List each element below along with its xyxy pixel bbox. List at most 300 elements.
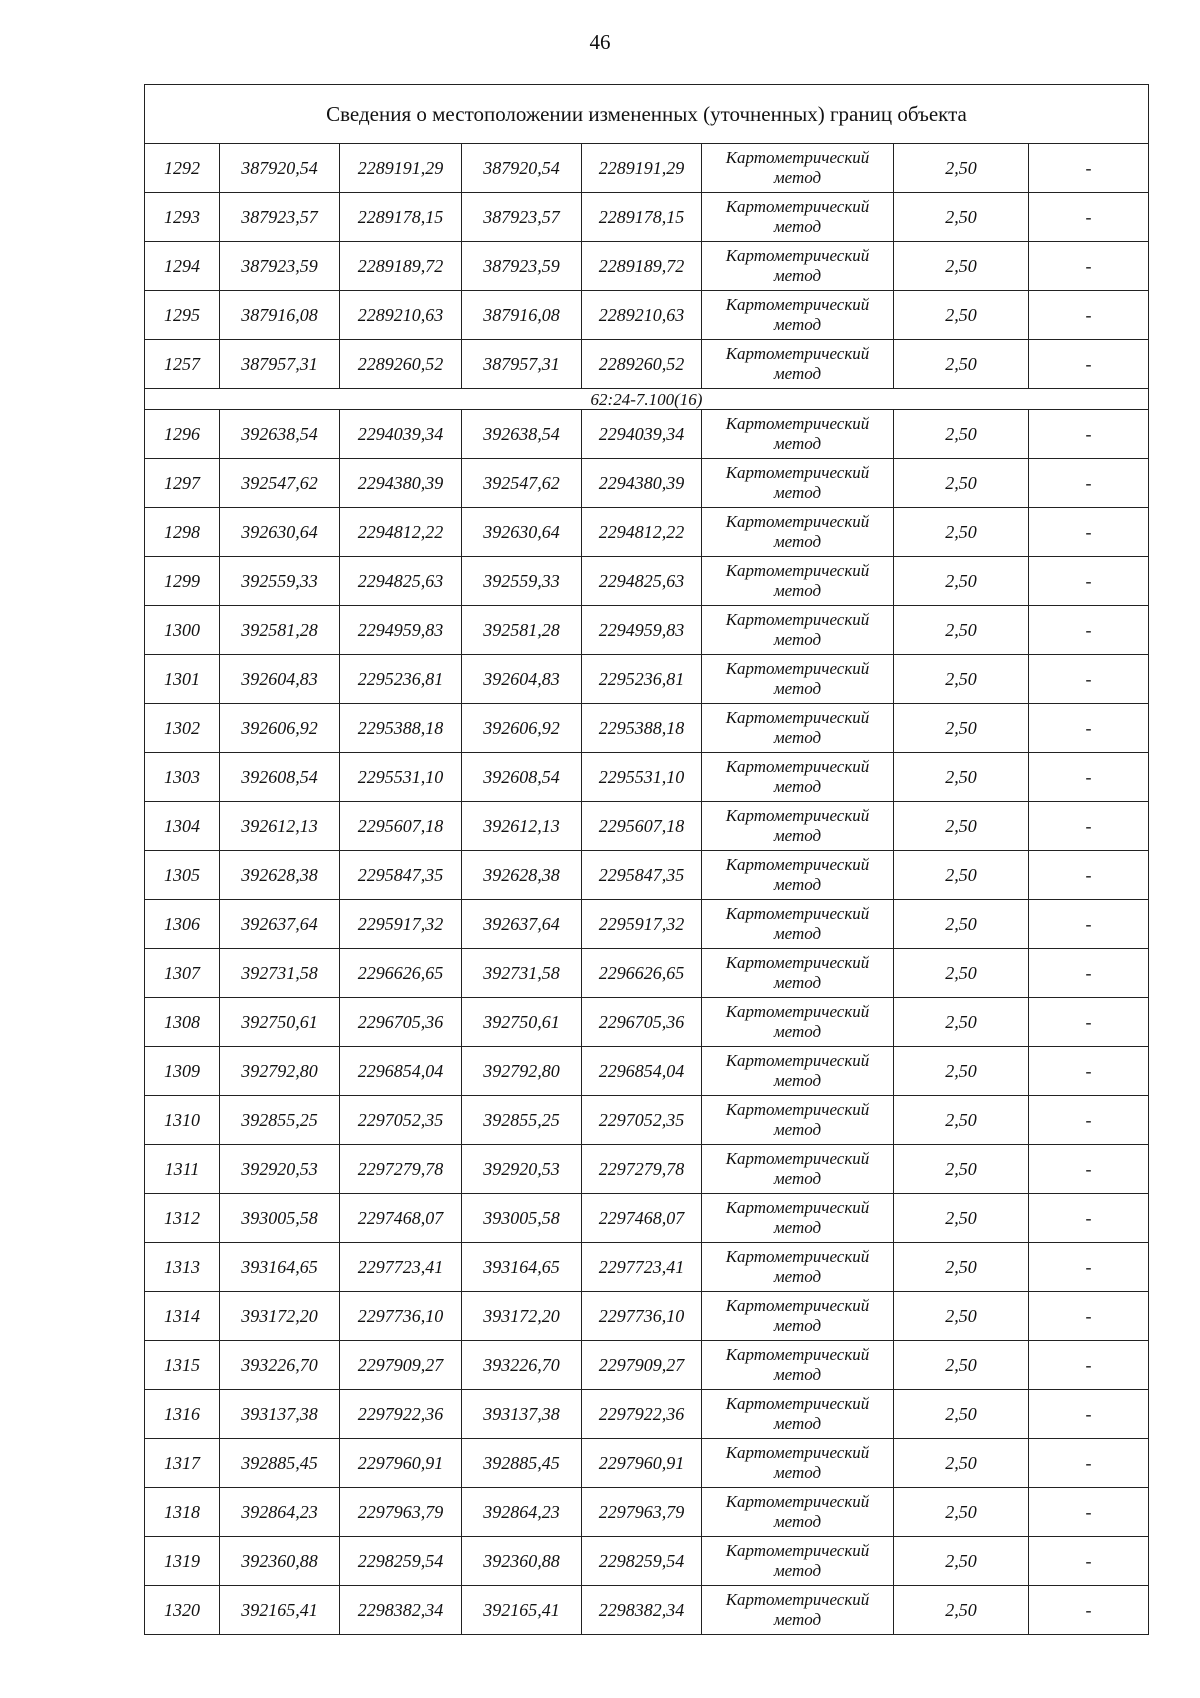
note-cell: -	[1029, 459, 1149, 508]
refined-x-cell: 387916,08	[462, 291, 582, 340]
table-row	[145, 949, 1149, 998]
point-number-cell: 1308	[145, 998, 220, 1047]
method-line-1: Картометрический	[725, 1443, 870, 1462]
refined-y-cell: 2294380,39	[582, 459, 702, 508]
point-number-cell: 1314	[145, 1292, 220, 1341]
method-cell	[702, 1341, 894, 1390]
page-number: 46	[589, 30, 611, 54]
existing-y-cell: 2294959,83	[340, 606, 462, 655]
note-cell: -	[1029, 655, 1149, 704]
note-cell: -	[1029, 1047, 1149, 1096]
method-line-2: метод	[773, 483, 822, 502]
existing-y-cell: 2295388,18	[340, 704, 462, 753]
refined-y-cell: 2289191,29	[582, 144, 702, 193]
refined-x-cell: 387920,54	[462, 144, 582, 193]
method-line-2: метод	[773, 1120, 822, 1139]
existing-x-cell: 392885,45	[220, 1439, 340, 1488]
method-line-1: Картометрический	[725, 757, 870, 776]
method-cell	[702, 557, 894, 606]
method-cell	[702, 242, 894, 291]
method-line-1: Картометрический	[725, 1198, 870, 1217]
table-row	[145, 606, 1149, 655]
refined-y-cell: 2289189,72	[582, 242, 702, 291]
existing-y-cell: 2297468,07	[340, 1194, 462, 1243]
accuracy-cell: 2,50	[894, 242, 1029, 291]
existing-y-cell: 2297922,36	[340, 1390, 462, 1439]
method-line-2: метод	[773, 826, 822, 845]
refined-x-cell: 392920,53	[462, 1145, 582, 1194]
existing-y-cell: 2296626,65	[340, 949, 462, 998]
point-number-cell: 1298	[145, 508, 220, 557]
refined-x-cell: 387923,59	[462, 242, 582, 291]
refined-x-cell: 387957,31	[462, 340, 582, 389]
accuracy-cell: 2,50	[894, 1047, 1029, 1096]
accuracy-cell: 2,50	[894, 410, 1029, 459]
table-row	[145, 557, 1149, 606]
method-line-1: Картометрический	[725, 1247, 870, 1266]
existing-y-cell: 2296705,36	[340, 998, 462, 1047]
refined-y-cell: 2296854,04	[582, 1047, 702, 1096]
existing-x-cell: 387916,08	[220, 291, 340, 340]
method-line-2: метод	[773, 1512, 822, 1531]
existing-y-cell: 2294825,63	[340, 557, 462, 606]
method-cell	[702, 1390, 894, 1439]
point-number-cell: 1304	[145, 802, 220, 851]
method-line-1: Картометрический	[725, 1394, 870, 1413]
accuracy-cell: 2,50	[894, 1537, 1029, 1586]
existing-x-cell: 392920,53	[220, 1145, 340, 1194]
existing-y-cell: 2297736,10	[340, 1292, 462, 1341]
refined-y-cell: 2295607,18	[582, 802, 702, 851]
refined-x-cell: 392604,83	[462, 655, 582, 704]
refined-x-cell: 392360,88	[462, 1537, 582, 1586]
existing-x-cell: 392608,54	[220, 753, 340, 802]
method-line-1: Картометрический	[725, 1100, 870, 1119]
method-line-1: Картометрический	[725, 708, 870, 727]
method-cell	[702, 1488, 894, 1537]
method-cell	[702, 459, 894, 508]
refined-x-cell: 392637,64	[462, 900, 582, 949]
method-line-1: Картометрический	[725, 953, 870, 972]
existing-y-cell: 2289178,15	[340, 193, 462, 242]
point-number-cell: 1317	[145, 1439, 220, 1488]
existing-x-cell: 392864,23	[220, 1488, 340, 1537]
refined-x-cell: 392628,38	[462, 851, 582, 900]
existing-x-cell: 392612,13	[220, 802, 340, 851]
method-line-2: метод	[773, 875, 822, 894]
table-row	[145, 998, 1149, 1047]
point-number-cell: 1292	[145, 144, 220, 193]
note-cell: -	[1029, 900, 1149, 949]
method-cell	[702, 998, 894, 1047]
refined-y-cell: 2295917,32	[582, 900, 702, 949]
cadastral-section-label: 62:24-7.100(16)	[145, 389, 1149, 410]
method-line-2: метод	[773, 532, 822, 551]
refined-x-cell: 392855,25	[462, 1096, 582, 1145]
refined-y-cell: 2295531,10	[582, 753, 702, 802]
note-cell: -	[1029, 606, 1149, 655]
note-cell: -	[1029, 1243, 1149, 1292]
existing-y-cell: 2295847,35	[340, 851, 462, 900]
method-line-2: метод	[773, 777, 822, 796]
table-row	[145, 1488, 1149, 1537]
method-line-2: метод	[773, 217, 822, 236]
table-title-row	[145, 85, 1149, 144]
accuracy-cell: 2,50	[894, 851, 1029, 900]
method-line-2: метод	[773, 728, 822, 747]
accuracy-cell: 2,50	[894, 459, 1029, 508]
note-cell: -	[1029, 949, 1149, 998]
method-cell	[702, 655, 894, 704]
refined-y-cell: 2298382,34	[582, 1586, 702, 1635]
refined-y-cell: 2294825,63	[582, 557, 702, 606]
refined-y-cell: 2297736,10	[582, 1292, 702, 1341]
existing-y-cell: 2289189,72	[340, 242, 462, 291]
refined-x-cell: 392885,45	[462, 1439, 582, 1488]
existing-x-cell: 392630,64	[220, 508, 340, 557]
existing-y-cell: 2289191,29	[340, 144, 462, 193]
existing-y-cell: 2297963,79	[340, 1488, 462, 1537]
existing-x-cell: 392637,64	[220, 900, 340, 949]
refined-y-cell: 2294959,83	[582, 606, 702, 655]
method-line-2: метод	[773, 973, 822, 992]
method-line-1: Картометрический	[725, 1051, 870, 1070]
method-cell	[702, 1537, 894, 1586]
accuracy-cell: 2,50	[894, 606, 1029, 655]
method-cell	[702, 949, 894, 998]
method-line-2: метод	[773, 1169, 822, 1188]
refined-x-cell: 392864,23	[462, 1488, 582, 1537]
table-row	[145, 1096, 1149, 1145]
method-line-2: метод	[773, 1463, 822, 1482]
method-line-1: Картометрический	[725, 1541, 870, 1560]
table-row	[145, 508, 1149, 557]
existing-x-cell: 393164,65	[220, 1243, 340, 1292]
point-number-cell: 1295	[145, 291, 220, 340]
existing-y-cell: 2298382,34	[340, 1586, 462, 1635]
refined-y-cell: 2295236,81	[582, 655, 702, 704]
table-row	[145, 1341, 1149, 1390]
section-header-row	[145, 389, 1149, 410]
table-row	[145, 193, 1149, 242]
note-cell: -	[1029, 1194, 1149, 1243]
accuracy-cell: 2,50	[894, 1145, 1029, 1194]
accuracy-cell: 2,50	[894, 753, 1029, 802]
existing-x-cell: 392360,88	[220, 1537, 340, 1586]
method-line-1: Картометрический	[725, 1492, 870, 1511]
existing-y-cell: 2295917,32	[340, 900, 462, 949]
method-line-2: метод	[773, 1267, 822, 1286]
existing-y-cell: 2297279,78	[340, 1145, 462, 1194]
existing-y-cell: 2297909,27	[340, 1341, 462, 1390]
method-line-1: Картометрический	[725, 806, 870, 825]
point-number-cell: 1299	[145, 557, 220, 606]
existing-x-cell: 393137,38	[220, 1390, 340, 1439]
method-line-1: Картометрический	[725, 246, 870, 265]
accuracy-cell: 2,50	[894, 1586, 1029, 1635]
method-line-2: метод	[773, 679, 822, 698]
note-cell: -	[1029, 557, 1149, 606]
method-cell	[702, 802, 894, 851]
refined-x-cell: 392612,13	[462, 802, 582, 851]
point-number-cell: 1312	[145, 1194, 220, 1243]
accuracy-cell: 2,50	[894, 998, 1029, 1047]
method-line-1: Картометрический	[725, 1149, 870, 1168]
note-cell: -	[1029, 1145, 1149, 1194]
point-number-cell: 1311	[145, 1145, 220, 1194]
existing-x-cell: 392731,58	[220, 949, 340, 998]
point-number-cell: 1315	[145, 1341, 220, 1390]
note-cell: -	[1029, 1341, 1149, 1390]
method-cell	[702, 1586, 894, 1635]
table-title: Сведения о местоположении измененных (уточненных) границ объекта	[145, 85, 1149, 144]
table-row	[145, 1390, 1149, 1439]
point-number-cell: 1257	[145, 340, 220, 389]
method-cell	[702, 340, 894, 389]
existing-x-cell: 392855,25	[220, 1096, 340, 1145]
note-cell: -	[1029, 1096, 1149, 1145]
boundary-coordinates-table	[144, 84, 1149, 1635]
point-number-cell: 1297	[145, 459, 220, 508]
existing-x-cell: 393005,58	[220, 1194, 340, 1243]
existing-y-cell: 2289210,63	[340, 291, 462, 340]
note-cell: -	[1029, 851, 1149, 900]
table-row	[145, 410, 1149, 459]
refined-y-cell: 2289260,52	[582, 340, 702, 389]
method-line-2: метод	[773, 364, 822, 383]
method-line-2: метод	[773, 1022, 822, 1041]
point-number-cell: 1319	[145, 1537, 220, 1586]
method-cell	[702, 900, 894, 949]
refined-y-cell: 2296705,36	[582, 998, 702, 1047]
refined-y-cell: 2294039,34	[582, 410, 702, 459]
refined-y-cell: 2297052,35	[582, 1096, 702, 1145]
table-row	[145, 655, 1149, 704]
refined-x-cell: 392638,54	[462, 410, 582, 459]
refined-y-cell: 2297723,41	[582, 1243, 702, 1292]
method-line-2: метод	[773, 581, 822, 600]
table-row	[145, 340, 1149, 389]
table-row	[145, 1586, 1149, 1635]
method-line-1: Картометрический	[725, 1590, 870, 1609]
method-line-1: Картометрический	[725, 561, 870, 580]
method-cell	[702, 1439, 894, 1488]
point-number-cell: 1305	[145, 851, 220, 900]
refined-y-cell: 2289210,63	[582, 291, 702, 340]
note-cell: -	[1029, 340, 1149, 389]
point-number-cell: 1303	[145, 753, 220, 802]
existing-x-cell: 387957,31	[220, 340, 340, 389]
table-row	[145, 900, 1149, 949]
method-cell	[702, 1047, 894, 1096]
accuracy-cell: 2,50	[894, 1439, 1029, 1488]
method-line-1: Картометрический	[725, 1296, 870, 1315]
existing-y-cell: 2289260,52	[340, 340, 462, 389]
table-row	[145, 144, 1149, 193]
method-line-1: Картометрический	[725, 855, 870, 874]
existing-y-cell: 2294039,34	[340, 410, 462, 459]
table-row	[145, 1243, 1149, 1292]
existing-y-cell: 2295607,18	[340, 802, 462, 851]
method-cell	[702, 291, 894, 340]
note-cell: -	[1029, 1292, 1149, 1341]
table-row	[145, 1194, 1149, 1243]
table-row	[145, 242, 1149, 291]
method-line-2: метод	[773, 1414, 822, 1433]
method-line-2: метод	[773, 168, 822, 187]
table-row	[145, 1537, 1149, 1586]
refined-y-cell: 2297279,78	[582, 1145, 702, 1194]
point-number-cell: 1313	[145, 1243, 220, 1292]
refined-x-cell: 393164,65	[462, 1243, 582, 1292]
refined-x-cell: 392792,80	[462, 1047, 582, 1096]
method-cell	[702, 704, 894, 753]
method-cell	[702, 1194, 894, 1243]
method-line-2: метод	[773, 1365, 822, 1384]
note-cell: -	[1029, 242, 1149, 291]
method-line-2: метод	[773, 1316, 822, 1335]
existing-x-cell: 392792,80	[220, 1047, 340, 1096]
refined-x-cell: 393137,38	[462, 1390, 582, 1439]
method-cell	[702, 1145, 894, 1194]
accuracy-cell: 2,50	[894, 340, 1029, 389]
note-cell: -	[1029, 704, 1149, 753]
method-line-1: Картометрический	[725, 1002, 870, 1021]
refined-x-cell: 392581,28	[462, 606, 582, 655]
point-number-cell: 1294	[145, 242, 220, 291]
existing-y-cell: 2298259,54	[340, 1537, 462, 1586]
refined-x-cell: 393226,70	[462, 1341, 582, 1390]
refined-y-cell: 2297922,36	[582, 1390, 702, 1439]
method-cell	[702, 851, 894, 900]
accuracy-cell: 2,50	[894, 802, 1029, 851]
accuracy-cell: 2,50	[894, 1341, 1029, 1390]
method-line-1: Картометрический	[725, 197, 870, 216]
existing-x-cell: 392628,38	[220, 851, 340, 900]
note-cell: -	[1029, 1439, 1149, 1488]
accuracy-cell: 2,50	[894, 1096, 1029, 1145]
accuracy-cell: 2,50	[894, 1292, 1029, 1341]
refined-x-cell: 392606,92	[462, 704, 582, 753]
method-line-1: Картометрический	[725, 512, 870, 531]
note-cell: -	[1029, 802, 1149, 851]
refined-x-cell: 392608,54	[462, 753, 582, 802]
accuracy-cell: 2,50	[894, 557, 1029, 606]
method-line-2: метод	[773, 1218, 822, 1237]
note-cell: -	[1029, 1586, 1149, 1635]
existing-y-cell: 2296854,04	[340, 1047, 462, 1096]
accuracy-cell: 2,50	[894, 1243, 1029, 1292]
accuracy-cell: 2,50	[894, 291, 1029, 340]
refined-x-cell: 393005,58	[462, 1194, 582, 1243]
existing-y-cell: 2297723,41	[340, 1243, 462, 1292]
refined-y-cell: 2296626,65	[582, 949, 702, 998]
note-cell: -	[1029, 144, 1149, 193]
method-line-1: Картометрический	[725, 295, 870, 314]
method-line-2: метод	[773, 630, 822, 649]
existing-x-cell: 392581,28	[220, 606, 340, 655]
method-cell	[702, 606, 894, 655]
note-cell: -	[1029, 291, 1149, 340]
refined-y-cell: 2289178,15	[582, 193, 702, 242]
existing-x-cell: 392750,61	[220, 998, 340, 1047]
refined-x-cell: 392750,61	[462, 998, 582, 1047]
table-row	[145, 704, 1149, 753]
method-cell	[702, 410, 894, 459]
refined-y-cell: 2298259,54	[582, 1537, 702, 1586]
accuracy-cell: 2,50	[894, 704, 1029, 753]
point-number-cell: 1316	[145, 1390, 220, 1439]
refined-x-cell: 392630,64	[462, 508, 582, 557]
existing-y-cell: 2294812,22	[340, 508, 462, 557]
existing-x-cell: 392638,54	[220, 410, 340, 459]
method-line-1: Картометрический	[725, 659, 870, 678]
refined-x-cell: 392559,33	[462, 557, 582, 606]
point-number-cell: 1300	[145, 606, 220, 655]
method-cell	[702, 1243, 894, 1292]
refined-y-cell: 2297909,27	[582, 1341, 702, 1390]
point-number-cell: 1301	[145, 655, 220, 704]
point-number-cell: 1307	[145, 949, 220, 998]
note-cell: -	[1029, 1488, 1149, 1537]
method-cell	[702, 193, 894, 242]
note-cell: -	[1029, 193, 1149, 242]
existing-y-cell: 2297052,35	[340, 1096, 462, 1145]
existing-x-cell: 393172,20	[220, 1292, 340, 1341]
existing-x-cell: 392604,83	[220, 655, 340, 704]
table-row	[145, 1292, 1149, 1341]
point-number-cell: 1318	[145, 1488, 220, 1537]
method-cell	[702, 1096, 894, 1145]
note-cell: -	[1029, 410, 1149, 459]
existing-x-cell: 393226,70	[220, 1341, 340, 1390]
table-row	[145, 753, 1149, 802]
method-cell	[702, 508, 894, 557]
existing-y-cell: 2295236,81	[340, 655, 462, 704]
table-row	[145, 1439, 1149, 1488]
table-row	[145, 459, 1149, 508]
method-line-1: Картометрический	[725, 344, 870, 363]
method-line-2: метод	[773, 1610, 822, 1629]
note-cell: -	[1029, 1390, 1149, 1439]
method-cell	[702, 1292, 894, 1341]
existing-y-cell: 2294380,39	[340, 459, 462, 508]
refined-x-cell: 392165,41	[462, 1586, 582, 1635]
accuracy-cell: 2,50	[894, 1194, 1029, 1243]
existing-x-cell: 392547,62	[220, 459, 340, 508]
table-row	[145, 1145, 1149, 1194]
accuracy-cell: 2,50	[894, 949, 1029, 998]
accuracy-cell: 2,50	[894, 508, 1029, 557]
point-number-cell: 1296	[145, 410, 220, 459]
refined-y-cell: 2297963,79	[582, 1488, 702, 1537]
existing-y-cell: 2295531,10	[340, 753, 462, 802]
method-line-2: метод	[773, 266, 822, 285]
accuracy-cell: 2,50	[894, 900, 1029, 949]
point-number-cell: 1310	[145, 1096, 220, 1145]
method-line-2: метод	[773, 315, 822, 334]
accuracy-cell: 2,50	[894, 655, 1029, 704]
refined-x-cell: 392731,58	[462, 949, 582, 998]
table-row	[145, 851, 1149, 900]
existing-x-cell: 392165,41	[220, 1586, 340, 1635]
method-line-1: Картометрический	[725, 904, 870, 923]
refined-y-cell: 2295388,18	[582, 704, 702, 753]
method-line-2: метод	[773, 1561, 822, 1580]
point-number-cell: 1293	[145, 193, 220, 242]
method-line-1: Картометрический	[725, 463, 870, 482]
refined-y-cell: 2297468,07	[582, 1194, 702, 1243]
